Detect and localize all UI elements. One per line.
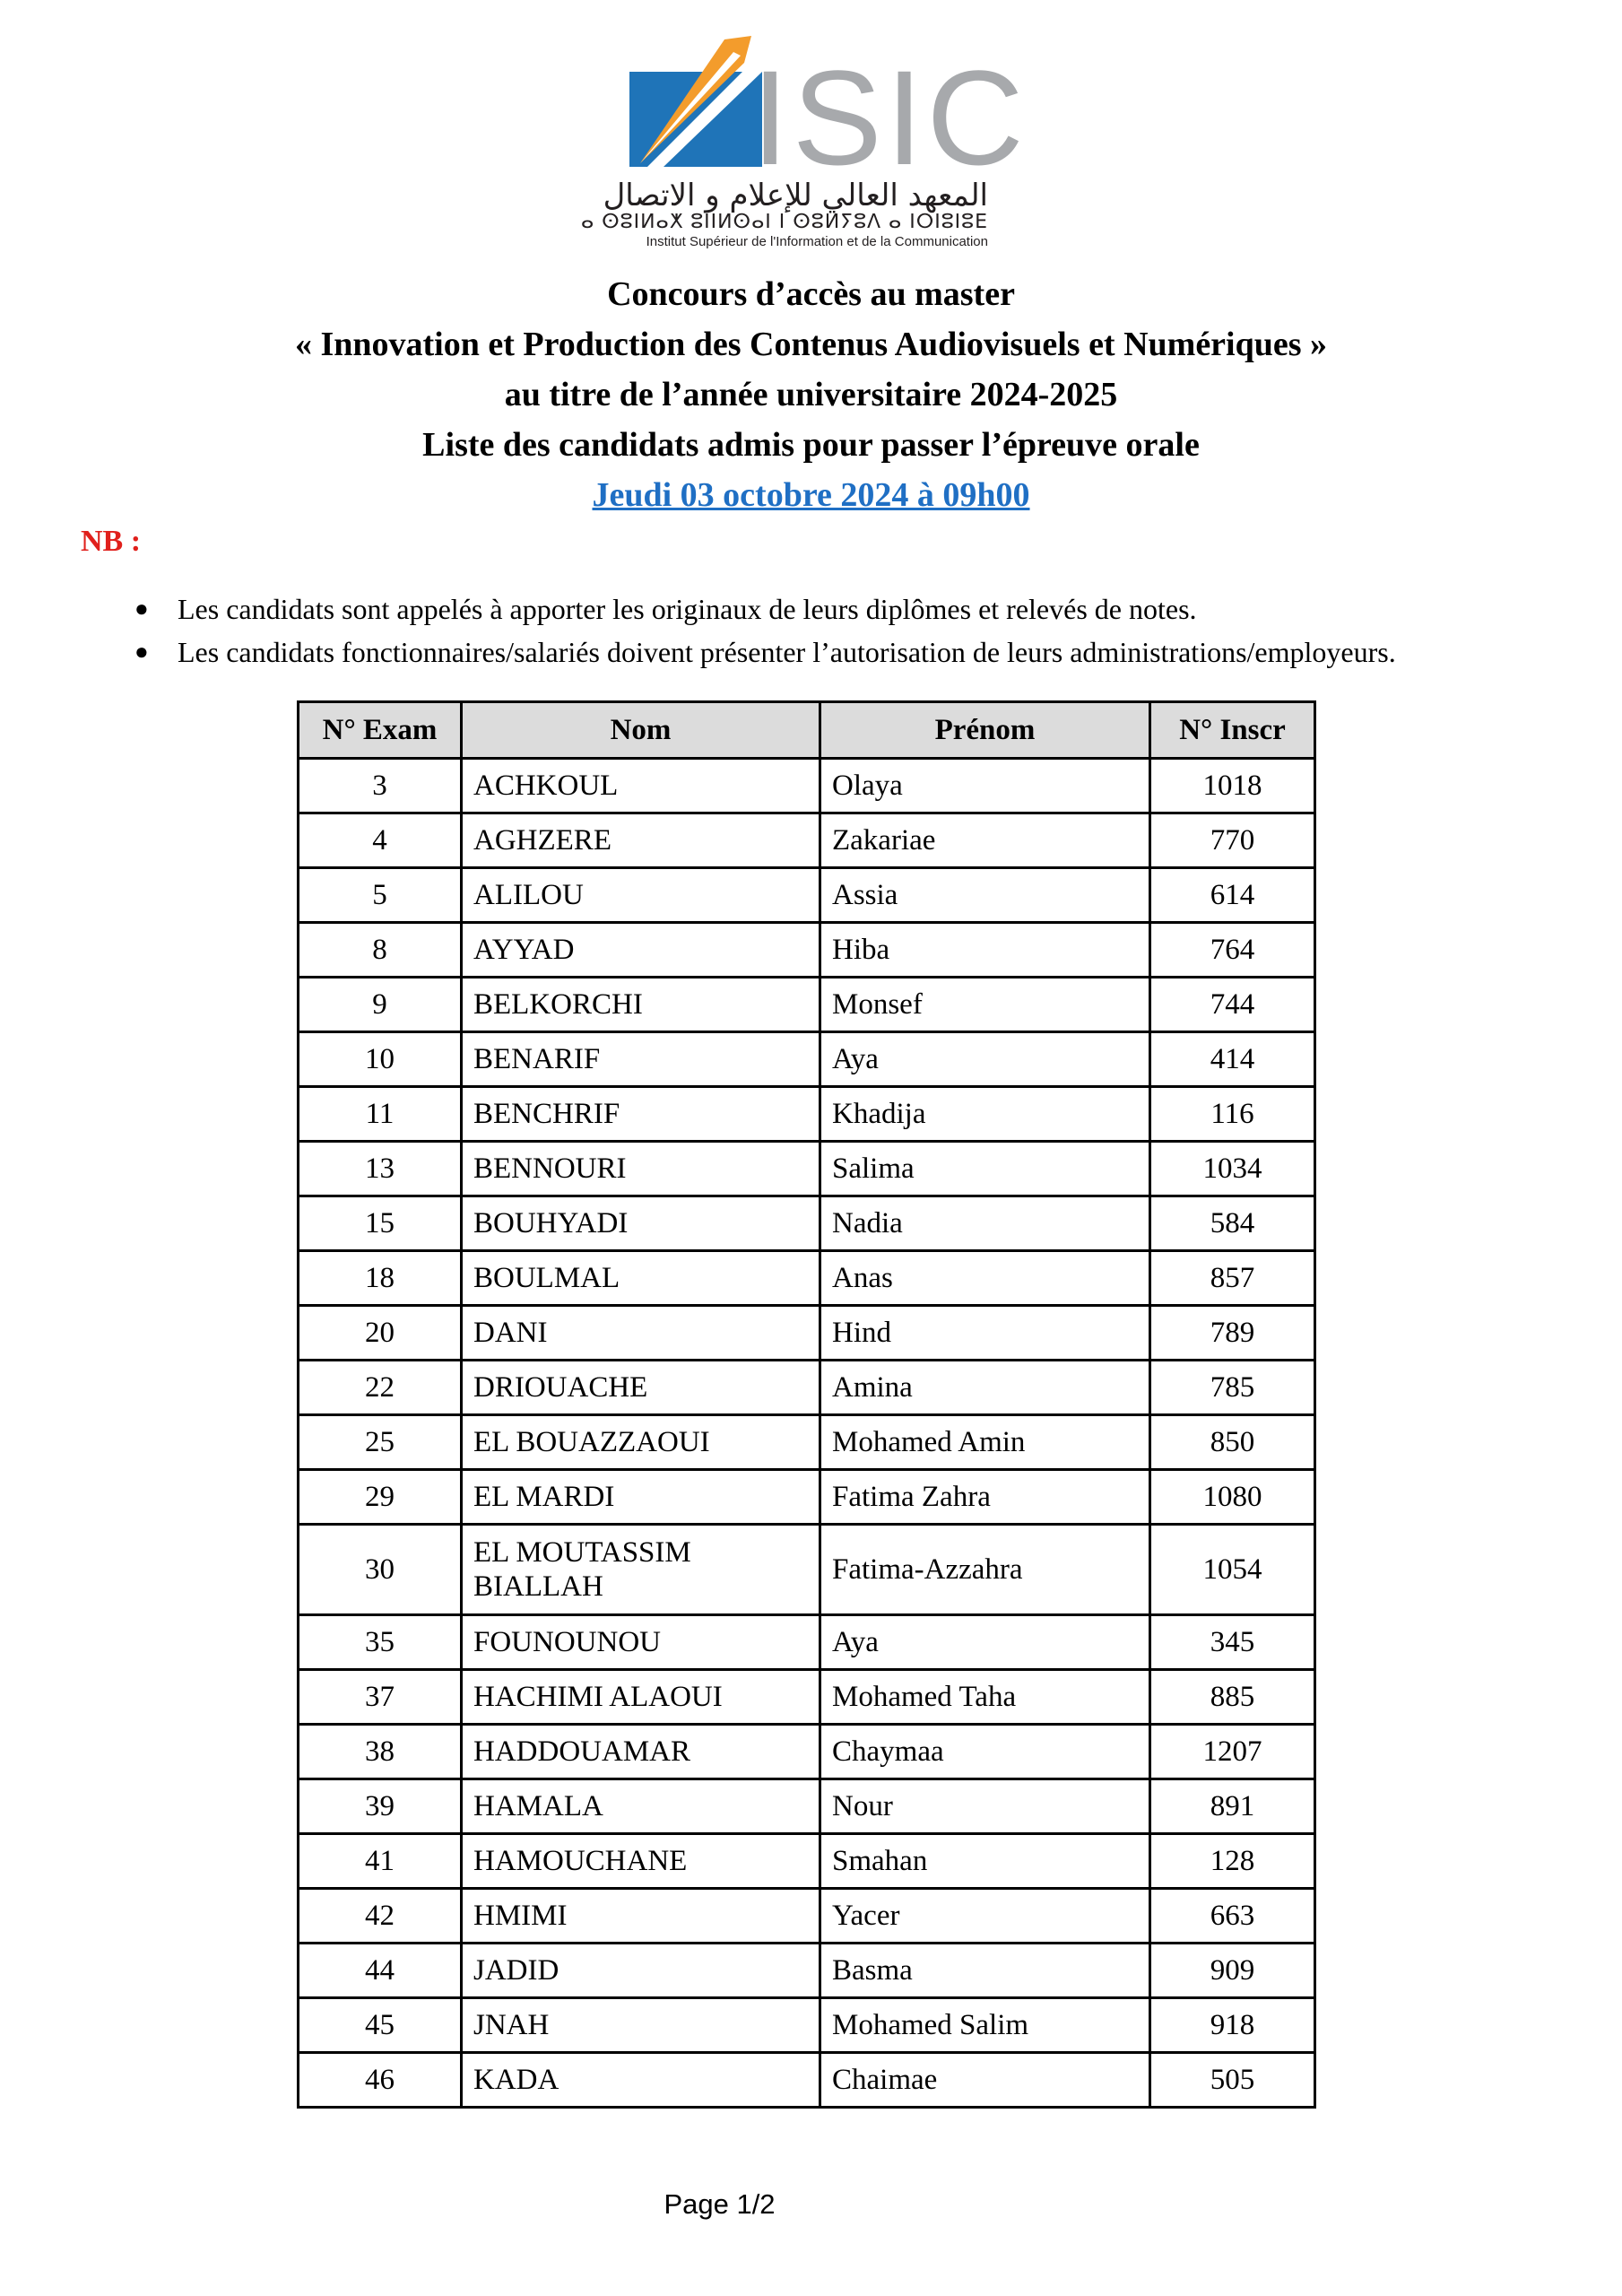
header-nom: Nom bbox=[462, 702, 820, 759]
cell-nom: BENCHRIF bbox=[462, 1087, 820, 1142]
cell-prenom: Fatima-Azzahra bbox=[820, 1525, 1150, 1615]
table-row bbox=[299, 1944, 1315, 1998]
table-row bbox=[299, 1196, 1315, 1251]
cell-inscr: 128 bbox=[1150, 1834, 1315, 1889]
table-row bbox=[299, 1251, 1315, 1306]
cell-prenom: Mohamed Taha bbox=[820, 1670, 1150, 1725]
notes-list bbox=[134, 587, 1587, 674]
bullet-icon: ● bbox=[134, 596, 149, 622]
note-text: Les candidats sont appelés à apporter les originaux de leurs diplômes et relevés de notes. bbox=[178, 593, 1197, 625]
cell-prenom: Khadija bbox=[820, 1087, 1150, 1142]
table-row bbox=[299, 1725, 1315, 1779]
bullet-icon: ● bbox=[134, 639, 149, 665]
title-line-3: au titre de l’année universitaire 2024-2025 bbox=[504, 376, 1118, 413]
cell-nom: DANI bbox=[462, 1306, 820, 1361]
cell-nom: BENARIF bbox=[462, 1032, 820, 1087]
cell-inscr: 663 bbox=[1150, 1889, 1315, 1944]
cell-inscr: 770 bbox=[1150, 813, 1315, 868]
candidates-table bbox=[297, 700, 1316, 2109]
logo-wordmark: ISIC bbox=[751, 42, 1028, 193]
isic-logo bbox=[580, 36, 1028, 251]
cell-exam: 11 bbox=[299, 1087, 462, 1142]
cell-inscr: 345 bbox=[1150, 1615, 1315, 1670]
table-row bbox=[299, 1142, 1315, 1196]
header-prenom: Prénom bbox=[820, 702, 1150, 759]
cell-inscr: 414 bbox=[1150, 1032, 1315, 1087]
cell-prenom: Hiba bbox=[820, 923, 1150, 978]
cell-prenom: Yacer bbox=[820, 1889, 1150, 1944]
cell-exam: 29 bbox=[299, 1470, 462, 1525]
cell-inscr: 584 bbox=[1150, 1196, 1315, 1251]
cell-exam: 8 bbox=[299, 923, 462, 978]
cell-prenom: Amina bbox=[820, 1361, 1150, 1415]
exam-date: Jeudi 03 octobre 2024 à 09h00 bbox=[592, 476, 1030, 514]
cell-nom: EL BOUAZZAOUI bbox=[462, 1415, 820, 1470]
cell-prenom: Fatima Zahra bbox=[820, 1470, 1150, 1525]
table-row bbox=[299, 1525, 1315, 1615]
cell-exam: 37 bbox=[299, 1670, 462, 1725]
table-row bbox=[299, 759, 1315, 813]
cell-inscr: 918 bbox=[1150, 1998, 1315, 2053]
table-row bbox=[299, 1361, 1315, 1415]
cell-inscr: 744 bbox=[1150, 978, 1315, 1032]
cell-prenom: Zakariae bbox=[820, 813, 1150, 868]
cell-prenom: Aya bbox=[820, 1032, 1150, 1087]
cell-prenom: Aya bbox=[820, 1615, 1150, 1670]
cell-nom: AGHZERE bbox=[462, 813, 820, 868]
cell-prenom: Chaymaa bbox=[820, 1725, 1150, 1779]
cell-nom: JADID bbox=[462, 1944, 820, 1998]
table-body bbox=[299, 759, 1315, 2108]
cell-exam: 3 bbox=[299, 759, 462, 813]
cell-exam: 13 bbox=[299, 1142, 462, 1196]
cell-exam: 46 bbox=[299, 2053, 462, 2108]
cell-inscr: 1207 bbox=[1150, 1725, 1315, 1779]
cell-prenom: Chaimae bbox=[820, 2053, 1150, 2108]
cell-nom: EL MOUTASSIM BIALLAH bbox=[462, 1525, 820, 1615]
cell-nom: HADDOUAMAR bbox=[462, 1725, 820, 1779]
cell-nom: HAMALA bbox=[462, 1779, 820, 1834]
table-row bbox=[299, 1306, 1315, 1361]
cell-inscr: 857 bbox=[1150, 1251, 1315, 1306]
cell-exam: 41 bbox=[299, 1834, 462, 1889]
isic-logo-emblem bbox=[628, 36, 762, 170]
cell-exam: 20 bbox=[299, 1306, 462, 1361]
cell-inscr: 614 bbox=[1150, 868, 1315, 923]
cell-prenom: Monsef bbox=[820, 978, 1150, 1032]
cell-exam: 4 bbox=[299, 813, 462, 868]
cell-exam: 39 bbox=[299, 1779, 462, 1834]
table-row bbox=[299, 923, 1315, 978]
cell-inscr: 1080 bbox=[1150, 1470, 1315, 1525]
cell-inscr: 764 bbox=[1150, 923, 1315, 978]
table-row bbox=[299, 1889, 1315, 1944]
cell-inscr: 885 bbox=[1150, 1670, 1315, 1725]
cell-prenom: Mohamed Salim bbox=[820, 1998, 1150, 2053]
cell-exam: 30 bbox=[299, 1525, 462, 1615]
cell-prenom: Nour bbox=[820, 1779, 1150, 1834]
cell-prenom: Hind bbox=[820, 1306, 1150, 1361]
header-inscr: N° Inscr bbox=[1150, 702, 1315, 759]
cell-nom: KADA bbox=[462, 2053, 820, 2108]
cell-prenom: Olaya bbox=[820, 759, 1150, 813]
cell-exam: 44 bbox=[299, 1944, 462, 1998]
title-line-4: Liste des candidats admis pour passer l’épreuve orale bbox=[422, 426, 1200, 464]
header-exam: N° Exam bbox=[299, 702, 462, 759]
table-row bbox=[299, 1415, 1315, 1470]
cell-nom: JNAH bbox=[462, 1998, 820, 2053]
cell-prenom: Basma bbox=[820, 1944, 1150, 1998]
cell-inscr: 909 bbox=[1150, 1944, 1315, 1998]
cell-prenom: Mohamed Amin bbox=[820, 1415, 1150, 1470]
table-row bbox=[299, 1087, 1315, 1142]
cell-prenom: Nadia bbox=[820, 1196, 1150, 1251]
table-row bbox=[299, 813, 1315, 868]
cell-exam: 45 bbox=[299, 1998, 462, 2053]
cell-nom: HMIMI bbox=[462, 1889, 820, 1944]
table-row bbox=[299, 2053, 1315, 2108]
cell-exam: 22 bbox=[299, 1361, 462, 1415]
table-row bbox=[299, 978, 1315, 1032]
cell-prenom: Smahan bbox=[820, 1834, 1150, 1889]
cell-inscr: 505 bbox=[1150, 2053, 1315, 2108]
list-item bbox=[134, 587, 1587, 631]
cell-prenom: Anas bbox=[820, 1251, 1150, 1306]
table-header-row bbox=[299, 702, 1315, 759]
cell-nom: BENNOURI bbox=[462, 1142, 820, 1196]
cell-nom: BOULMAL bbox=[462, 1251, 820, 1306]
title-line-2: « Innovation et Production des Contenus Audiovisuels et Numériques » bbox=[294, 326, 1328, 363]
cell-nom: HAMOUCHANE bbox=[462, 1834, 820, 1889]
cell-nom: DRIOUACHE bbox=[462, 1361, 820, 1415]
nb-label: NB : bbox=[81, 525, 142, 558]
cell-prenom: Salima bbox=[820, 1142, 1150, 1196]
page-number: Page 1/2 bbox=[664, 2188, 776, 2220]
cell-inscr: 1018 bbox=[1150, 759, 1315, 813]
table-row bbox=[299, 1779, 1315, 1834]
table-row bbox=[299, 1615, 1315, 1670]
cell-exam: 38 bbox=[299, 1725, 462, 1779]
cell-inscr: 789 bbox=[1150, 1306, 1315, 1361]
cell-nom: ALILOU bbox=[462, 868, 820, 923]
document-title bbox=[0, 269, 1622, 520]
cell-exam: 15 bbox=[299, 1196, 462, 1251]
cell-inscr: 1034 bbox=[1150, 1142, 1315, 1196]
table-row bbox=[299, 1834, 1315, 1889]
logo-tifinagh-name: ⴰ ⵙⵓⵏⵍⴰⵅ ⵓⵏⵏⵍⵙⴰⵏ ⵏ ⵙⵓⵍⵢⵓⴷ ⴰ ⵏⵔⵏⵓⵏⵓⴹ bbox=[580, 211, 988, 233]
cell-nom: EL MARDI bbox=[462, 1470, 820, 1525]
cell-nom: BELKORCHI bbox=[462, 978, 820, 1032]
cell-exam: 35 bbox=[299, 1615, 462, 1670]
cell-nom: HACHIMI ALAOUI bbox=[462, 1670, 820, 1725]
cell-inscr: 116 bbox=[1150, 1087, 1315, 1142]
cell-exam: 9 bbox=[299, 978, 462, 1032]
cell-inscr: 785 bbox=[1150, 1361, 1315, 1415]
cell-nom: BOUHYADI bbox=[462, 1196, 820, 1251]
logo-french-name: Institut Supérieur de l'Information et de la Communication bbox=[646, 234, 988, 249]
table-row bbox=[299, 1032, 1315, 1087]
cell-nom: AYYAD bbox=[462, 923, 820, 978]
cell-nom: FOUNOUNOU bbox=[462, 1615, 820, 1670]
note-text: Les candidats fonctionnaires/salariés doivent présenter l’autorisation de leurs administrations/employeurs. bbox=[178, 636, 1396, 668]
title-line-1: Concours d’accès au master bbox=[607, 275, 1015, 313]
table-row bbox=[299, 1670, 1315, 1725]
cell-exam: 25 bbox=[299, 1415, 462, 1470]
cell-exam: 5 bbox=[299, 868, 462, 923]
table-row bbox=[299, 868, 1315, 923]
cell-exam: 18 bbox=[299, 1251, 462, 1306]
logo-arabic-name: المعهد العالي للإعلام و الاتصال bbox=[603, 178, 988, 213]
list-item bbox=[134, 631, 1587, 674]
cell-exam: 42 bbox=[299, 1889, 462, 1944]
table-row bbox=[299, 1470, 1315, 1525]
cell-nom: ACHKOUL bbox=[462, 759, 820, 813]
cell-prenom: Assia bbox=[820, 868, 1150, 923]
table-row bbox=[299, 1998, 1315, 2053]
cell-exam: 10 bbox=[299, 1032, 462, 1087]
cell-inscr: 850 bbox=[1150, 1415, 1315, 1470]
cell-inscr: 891 bbox=[1150, 1779, 1315, 1834]
cell-inscr: 1054 bbox=[1150, 1525, 1315, 1615]
